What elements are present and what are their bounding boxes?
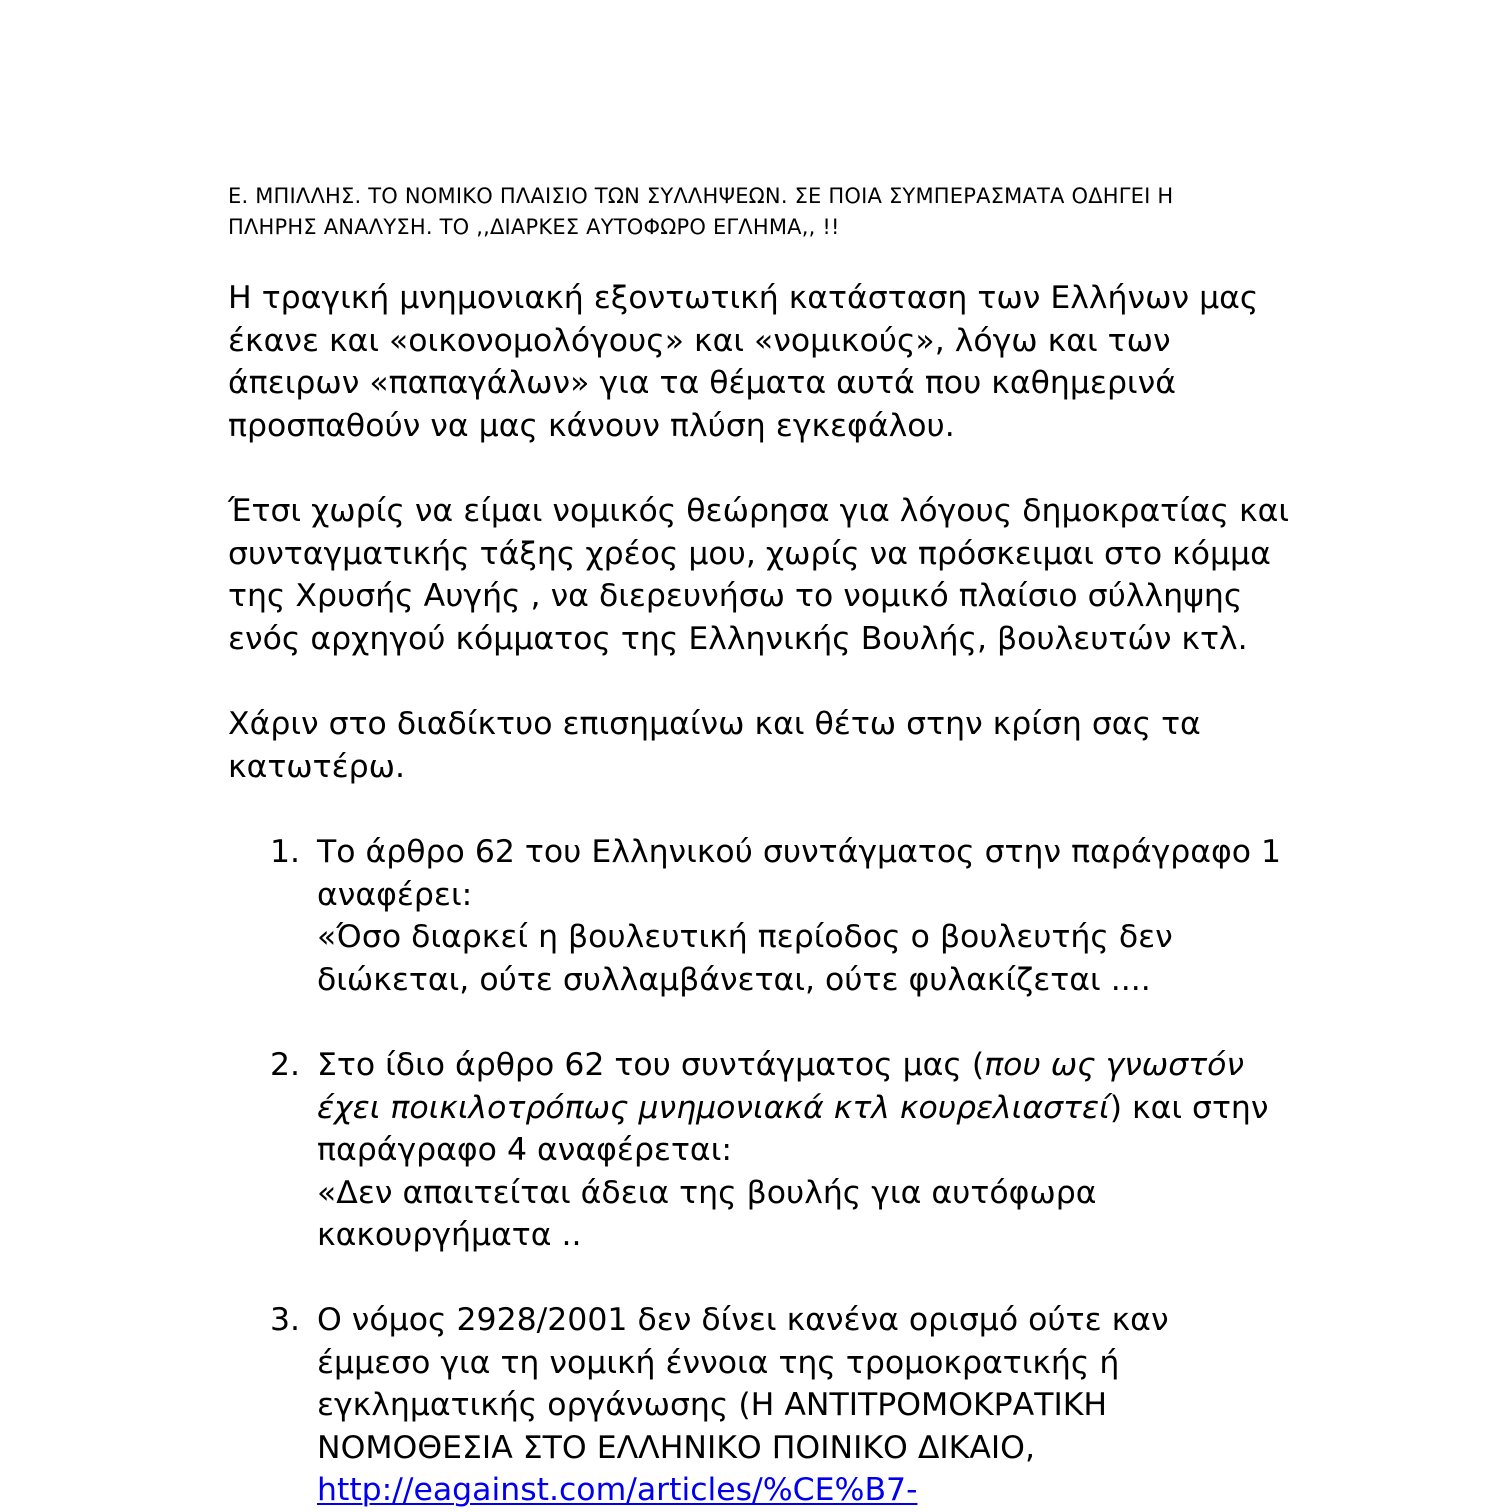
paragraph-intro xyxy=(228,277,1308,447)
italic-remark: που ως γνωστόν xyxy=(984,1047,1244,1083)
paragraph-line: συνταγματικής τάξης χρέος μου, χωρίς να πρόσκειμαι στο κόμμα xyxy=(228,535,1271,572)
list-number: 3. xyxy=(270,1302,301,1338)
list-line: Ο νόμος 2928/2001 δεν δίνει κανένα ορισμό ούτε καν xyxy=(317,1302,1169,1338)
paragraph-line: της Χρυσής Αυγής , να διερευνήσω το νομικό πλαίσιο σύλληψης xyxy=(228,578,1243,614)
list-line xyxy=(317,1469,1297,1512)
paragraph-line: Η τραγική μνημονιακή εξοντωτική κατάσταση των Ελλήνων μας xyxy=(228,280,1259,316)
document-heading xyxy=(228,181,1288,243)
list-item-body xyxy=(317,831,1297,1001)
paragraph-line: κατωτέρω. xyxy=(228,748,406,785)
paragraph-line: Χάριν στο διαδίκτυο επισημαίνω και θέτω στην κρίση σας τα xyxy=(228,706,1201,742)
list-line: Το άρθρο 62 του Ελληνικού συντάγματος στην παράγραφο 1 xyxy=(317,834,1282,870)
list-line: κακουργήματα .. xyxy=(317,1217,582,1253)
paragraph-line: έκανε και «οικονομολόγους» και «νομικούς», λόγω και των xyxy=(228,322,1171,359)
list-line: «Δεν απαιτείται άδεια της βουλής για αυτόφωρα xyxy=(317,1174,1097,1211)
list-line: παράγραφο 4 αναφέρεται: xyxy=(317,1132,732,1168)
list-number: 2. xyxy=(270,1047,301,1083)
list-text: ) και στην xyxy=(1109,1089,1269,1126)
list-line xyxy=(317,1087,1297,1130)
source-link[interactable]: http://eagainst.com/articles/%CE%B7- xyxy=(317,1472,918,1508)
list-number: 1. xyxy=(270,834,301,870)
heading-line-1: Ε. ΜΠΙΛΛΗΣ. ΤΟ ΝΟΜΙΚΟ ΠΛΑΙΣΙΟ ΤΩΝ ΣΥΛΛΗΨΕΩΝ. ΣΕ ΠΟΙΑ ΣΥΜΠΕΡΑΣΜΑΤΑ ΟΔΗΓΕΙ Η xyxy=(228,184,1174,208)
list-line: εγκληματικής οργάνωσης (Η ΑΝΤΙΤΡΟΜΟΚΡΑΤΙΚΗ xyxy=(317,1387,1108,1423)
paragraph-line: προσπαθούν να μας κάνουν πλύση εγκεφάλου. xyxy=(228,407,955,444)
heading-line-2: ΠΛΗΡΗΣ ΑΝΑΛΥΣΗ. ΤΟ ,,ΔΙΑΡΚΕΣ ΑΥΤΟΦΩΡΟ ΕΓΛΗΜΑ,, !! xyxy=(228,215,840,239)
list-line: διώκεται, ούτε συλλαμβάνεται, ούτε φυλακίζεται .... xyxy=(317,961,1151,998)
list-line xyxy=(317,1044,1297,1087)
list-item-body xyxy=(317,1044,1297,1257)
paragraph-line: ενός αρχηγού κόμματος της Ελληνικής Βουλής, βουλευτών κτλ. xyxy=(228,620,1248,657)
paragraph-internet xyxy=(228,703,1308,788)
list-line: «Όσο διαρκεί η βουλευτική περίοδος ο βουλευτής δεν xyxy=(317,919,1173,955)
list-line: αναφέρει: xyxy=(317,876,473,913)
paragraph-purpose xyxy=(228,490,1308,660)
list-line: ΝΟΜΟΘΕΣΙΑ ΣΤΟ ΕΛΛΗΝΙΚΟ ΠΟΙΝΙΚΟ ΔΙΚΑΙΟ, xyxy=(317,1429,1035,1466)
list-item-body xyxy=(317,1299,1297,1512)
italic-remark: έχει ποικιλοτρόπως μνημονιακά κτλ κουρελιαστεί xyxy=(317,1089,1110,1126)
paragraph-line: Έτσι χωρίς να είμαι νομικός θεώρησα για λόγους δημοκρατίας και xyxy=(228,493,1290,529)
list-text: Στο ίδιο άρθρο 62 του συντάγματος μας ( xyxy=(317,1047,985,1083)
list-line: έμμεσο για τη νομική έννοια της τρομοκρατικής ή xyxy=(317,1344,1120,1381)
paragraph-line: άπειρων «παπαγάλων» για τα θέματα αυτά που καθημερινά xyxy=(228,365,1176,401)
